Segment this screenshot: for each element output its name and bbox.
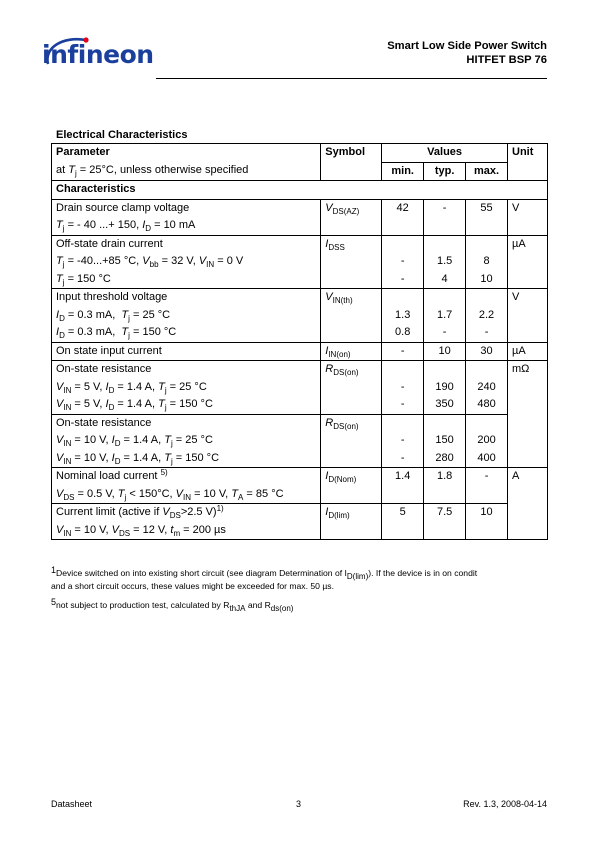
footnote-1-continued: and a short circuit occurs, these values might be exceeded for max. 50 µs. [51, 581, 334, 591]
symbol-cell: $I_{D(lim)}$ [321, 504, 382, 540]
min-cell: 1.4 [382, 468, 424, 504]
unit-cell: V [508, 289, 548, 343]
group-characteristics: Characteristics [52, 181, 548, 200]
max-cell: 30 [466, 342, 508, 361]
footnote-1: 1Device switched on into existing short circuit (see diagram Determination of $I_{D(lim)}$). If the device is in on condit [51, 565, 478, 581]
table-row [52, 504, 548, 540]
unit-cell [508, 504, 548, 540]
max-cell: 55 [466, 199, 508, 235]
logo-wordmark: infineon [42, 40, 154, 69]
col-header-min: min. [382, 162, 424, 181]
table-row [52, 414, 548, 468]
document-title: Smart Low Side Power Switch [387, 40, 547, 52]
footer-revision: Rev. 1.3, 2008-04-14 [463, 799, 547, 809]
unit-cell: µA [508, 342, 548, 361]
page-number: 3 [296, 799, 302, 809]
footnote-5: 5not subject to production test, calculated by $R_{thJA}$ and $R_{ds(on)}$ [51, 597, 294, 613]
typ-cell: - [424, 199, 466, 235]
min-cell: - - [382, 414, 424, 468]
param-cell: Nominal load current $^{5)}$ $V_{DS} = 0.5$ V, $T_j < 150^\circ C$, $V_{IN} = 10$ V, $T_A = 85$ °C [52, 468, 321, 504]
typ-cell: 1.8 [424, 468, 466, 504]
header-divider [156, 78, 547, 79]
col-header-values: Values [382, 144, 508, 163]
symbol-cell: $V_{IN(th)}$ [321, 289, 382, 343]
param-cell: On-state resistance $V_{IN} = 10$ V, $I_D = 1.4$ A, $T_j = 25$ °C $V_{IN} = 10$ V, $I_D = 1.4$ A, $T_j = 150$ °C [52, 414, 321, 468]
col-header-parameter: Parameter [52, 144, 321, 163]
typ-cell: 1.5 4 [424, 235, 466, 289]
min-cell: 5 [382, 504, 424, 540]
max-cell: 10 [466, 504, 508, 540]
col-header-max: max. [466, 162, 508, 181]
table-row [52, 235, 548, 289]
min-cell: - [382, 342, 424, 361]
symbol-cell: $I_{IN(on)}$ [321, 342, 382, 361]
typ-cell: 7.5 [424, 504, 466, 540]
typ-cell: 190 350 [424, 361, 466, 415]
param-cell: On state input current [52, 342, 321, 361]
unit-cell [508, 414, 548, 468]
max-cell: 200 400 [466, 414, 508, 468]
min-cell: 42 [382, 199, 424, 235]
min-cell: - - [382, 235, 424, 289]
typ-cell: 150 280 [424, 414, 466, 468]
max-cell: 2.2 - [466, 289, 508, 343]
group-row [52, 181, 548, 200]
footer-left: Datasheet [51, 799, 93, 809]
typ-cell: 1.7 - [424, 289, 466, 343]
max-cell: - [466, 468, 508, 504]
table-subheader-row [52, 162, 548, 181]
document-subtitle: HITFET BSP 76 [466, 54, 547, 66]
min-cell: - - [382, 361, 424, 415]
param-cell: Input threshold voltage $I_D = 0.3$ mA, $T_j = 25$ °C $I_D = 0.3$ mA, $T_j = 150$ °C [52, 289, 321, 343]
section-title: Electrical Characteristics [56, 129, 188, 141]
table-row [52, 342, 548, 361]
unit-cell: µA [508, 235, 548, 289]
symbol-cell: $I_{DSS}$ [321, 235, 382, 289]
max-cell: 240 480 [466, 361, 508, 415]
param-cell: Current limit (active if $V_{DS}>2.5$ V)$^{1)}$ $V_{IN} = 10$ V, $V_{DS} = 12$ V, $t_m = 200$ µs [52, 504, 321, 540]
symbol-cell: $R_{DS(on)}$ [321, 361, 382, 415]
typ-cell: 10 [424, 342, 466, 361]
infineon-logo [42, 34, 154, 78]
test-condition: at $T_j = 25^\circ C$, unless otherwise specified [52, 162, 321, 181]
table-row [52, 199, 548, 235]
symbol-cell: $V_{DS(AZ)}$ [321, 199, 382, 235]
unit-cell: mΩ [508, 361, 548, 415]
param-cell: Drain source clamp voltage $T_j$ = - 40 ...+ 150, $I_D = 10$ mA [52, 199, 321, 235]
col-header-unit: Unit [508, 144, 548, 181]
document-header [387, 39, 547, 67]
param-cell: Off-state drain current $T_j = -40...+85$ °C, $V_{bb} = 32$ V, $V_{IN} = 0$ V $T_j = 150$ °C [52, 235, 321, 289]
electrical-characteristics-table [51, 143, 548, 540]
unit-cell: A [508, 468, 548, 504]
symbol-cell: $I_{D(Nom)}$ [321, 468, 382, 504]
max-cell: 8 10 [466, 235, 508, 289]
min-cell: 1.3 0.8 [382, 289, 424, 343]
col-header-typ: typ. [424, 162, 466, 181]
table-row [52, 289, 548, 343]
table-row [52, 468, 548, 504]
unit-cell: V [508, 199, 548, 235]
symbol-cell: $R_{DS(on)}$ [321, 414, 382, 468]
col-header-symbol: Symbol [321, 144, 382, 181]
table-row [52, 361, 548, 415]
table-header-row [52, 144, 548, 163]
param-cell: On-state resistance $V_{IN} = 5$ V, $I_D = 1.4$ A, $T_j = 25$ °C $V_{IN} = 5$ V, $I_D = 1.4$ A, $T_j = 150$ °C [52, 361, 321, 415]
